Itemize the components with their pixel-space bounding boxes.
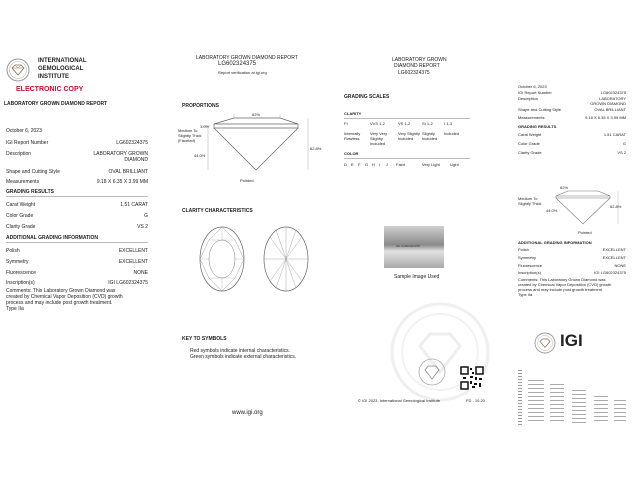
summary-additional-label: Fluorescence: [518, 263, 543, 268]
field-value: LABORATORY GROWN DIAMOND: [93, 151, 148, 163]
additional-value: NONE: [133, 270, 148, 276]
org-name-line2: GEMOLOGICAL: [38, 66, 84, 72]
summary-field-value: 9.18 X 6.35 X 3.99 MM: [585, 115, 626, 120]
summary-field-value: LG602324375: [600, 90, 626, 95]
grading-value: VS 2: [137, 224, 148, 230]
grading-scales-title: GRADING SCALES: [344, 94, 390, 100]
summary-pavilion-percentage: 44.0%: [546, 208, 558, 213]
panel2-title: LABORATORY GROWN DIAMOND REPORT: [196, 55, 298, 61]
field-value: LG602324375: [116, 140, 148, 146]
color-grade: D: [344, 162, 347, 167]
summary-field-row: [518, 107, 626, 112]
girdle-description: Medium To Slightly Thick (Faceted): [178, 128, 202, 143]
clarity-plot-crown: [198, 225, 246, 293]
report-title: LABORATORY GROWN DIAMOND REPORT: [4, 101, 108, 107]
sample-girdle-image: [384, 226, 444, 268]
field-label: Shape and Cutting Style: [6, 169, 60, 175]
summary-depth-percentage: 62.8%: [610, 204, 622, 209]
divider: [6, 242, 148, 243]
proportions-title: PROPORTIONS: [182, 103, 219, 109]
color-desc: Very Light: [422, 162, 440, 167]
color-grade: G: [365, 162, 369, 167]
summary-field-label: Measurements: [518, 115, 545, 120]
electronic-copy-label: ELECTRONIC COPY: [16, 86, 84, 93]
summary-comments-line: Type IIa: [518, 292, 533, 297]
summary-grading-value: G: [622, 141, 626, 146]
summary-table-percentage: 62%: [560, 185, 569, 190]
summary-girdle-description: Medium To Slightly Thick: [518, 196, 542, 206]
report-panel-proportions: [168, 40, 320, 432]
website-link[interactable]: www.igi.org: [232, 410, 263, 416]
seal-icon: [418, 358, 446, 386]
report-panel-summary: [514, 40, 634, 432]
summary-additional-row: [518, 255, 626, 260]
summary-grading-row: [518, 141, 626, 146]
summary-grading-label: Clarity Grade: [518, 150, 542, 155]
key-to-symbols-title: KEY TO SYMBOLS: [182, 336, 227, 342]
culet-label: Pointed: [240, 178, 254, 183]
igi-brand-text: IGI: [560, 331, 583, 350]
summary-grading-row: [518, 132, 626, 137]
report-panel-main: [0, 40, 160, 432]
security-fine-print: [518, 370, 628, 426]
comments-line: created by Chemical Vapor Deposition (CVD) growth: [6, 294, 123, 300]
sample-image-caption: Sample Image Used: [394, 274, 440, 280]
color-grade: I: [379, 162, 381, 167]
summary-additional-label: Inscription(s): [518, 270, 541, 275]
summary-culet-label: Pointed: [578, 230, 592, 235]
grading-label: Carat Weight: [6, 202, 36, 208]
summary-field-row: [518, 90, 626, 95]
additional-label: Symmetry: [6, 259, 29, 265]
summary-additional-row: [518, 270, 626, 275]
summary-field-value: LABORATORY GROWN DIAMOND: [590, 96, 626, 106]
summary-grading-label: Color Grade: [518, 141, 540, 146]
color-desc: Faint: [396, 162, 405, 167]
additional-value: IGI LG602324375: [108, 280, 148, 286]
girdle-percentage: 1.0%: [200, 124, 210, 129]
panel2-report-number: LG602324375: [218, 61, 257, 67]
clarity-grade: VVS 1-2: [370, 121, 385, 126]
additional-label: Inscription(s): [6, 280, 35, 286]
additional-label: Polish: [6, 248, 20, 254]
additional-row: [6, 270, 148, 276]
summary-additional-label: Polish: [518, 247, 529, 252]
pavilion-percentage: 44.0%: [194, 153, 206, 158]
summary-field-value: OVAL BRILLIANT: [594, 107, 626, 112]
additional-grading-title: ADDITIONAL GRADING INFORMATION: [6, 235, 99, 241]
clarity-grade: SI 1-2: [422, 121, 433, 126]
clarity-desc: Included: [444, 131, 460, 136]
verification-note: Report verification at igi.org: [218, 70, 267, 75]
key-line-red: Red symbols indicate internal characteristics.: [190, 348, 291, 354]
summary-grading-label: Carat Weight: [518, 132, 542, 137]
summary-field-row: [518, 96, 626, 106]
org-name-line3: INSTITUTE: [38, 74, 69, 80]
field-value: OVAL BRILLIANT: [108, 169, 148, 175]
clarity-grade: VS 1-2: [398, 121, 411, 126]
summary-additional-value: EXCELLENT: [602, 247, 626, 252]
summary-additional-label: Symmetry: [518, 255, 536, 260]
panel3-report-number: LG602324375: [398, 70, 430, 76]
additional-row: [6, 280, 148, 286]
copyright-notice: © IGI 2023, International Gemological Institute: [358, 398, 441, 403]
clarity-scale-label: CLARITY: [344, 111, 362, 116]
clarity-desc: Very Very Slightly Included: [370, 131, 388, 146]
report-date: October 6, 2023: [6, 128, 42, 134]
form-code: FD - 10.20: [466, 398, 485, 403]
igi-brand-logo-icon: [534, 332, 556, 354]
additional-label: Fluorescence: [6, 270, 37, 276]
color-desc: Light: [450, 162, 459, 167]
color-grade: H: [372, 162, 375, 167]
panel3-title-line1: LABORATORY GROWN: [392, 57, 447, 63]
field-row: [6, 140, 148, 146]
summary-field-label: Shape and Cutting Style: [518, 107, 562, 112]
color-grade: F: [358, 162, 361, 167]
field-row: [6, 169, 148, 175]
additional-value: EXCELLENT: [118, 259, 148, 265]
field-label: IGI Report Number: [6, 140, 49, 146]
summary-additional-title: ADDITIONAL GRADING INFORMATION: [518, 240, 592, 245]
divider: [344, 158, 470, 159]
grading-row: [6, 213, 148, 219]
depth-percentage: 62.8%: [310, 146, 322, 151]
divider: [344, 118, 470, 119]
summary-date: October 6, 2023: [518, 84, 547, 89]
summary-grading-row: [518, 150, 626, 155]
sample-inscription: IGI LG602324375: [396, 244, 420, 248]
field-label: Description: [6, 151, 32, 157]
additional-row: [6, 248, 148, 254]
field-row: [6, 179, 148, 185]
table-percentage: 62%: [252, 112, 261, 117]
grading-value: G: [144, 213, 148, 219]
field-row: [6, 151, 148, 163]
color-scale-label: COLOR: [344, 151, 359, 156]
clarity-desc: Slightly Included: [422, 131, 438, 141]
grading-label: Color Grade: [6, 213, 34, 219]
summary-additional-value: NONE: [614, 263, 626, 268]
additional-row: [6, 259, 148, 265]
field-value: 9.18 X 6.35 X 3.99 MM: [96, 179, 148, 185]
org-name-line1: INTERNATIONAL: [38, 58, 87, 64]
clarity-grade: I 1-3: [444, 121, 453, 126]
summary-comments-line: created by Chemical Vapor Deposition (CVD) growth: [518, 282, 612, 287]
summary-additional-value: EXCELLENT: [602, 255, 626, 260]
summary-grading-value: 1.51 CARAT: [603, 132, 626, 137]
key-line-green: Green symbols indicate external characteristics.: [190, 354, 297, 360]
summary-comments-line: Comments: This Laboratory Grown Diamond was: [518, 277, 606, 282]
grading-row: [6, 202, 148, 208]
grading-row: [6, 224, 148, 230]
clarity-characteristics-title: CLARITY CHARACTERISTICS: [182, 208, 253, 214]
comments-line: Comments: This Laboratory Grown Diamond was: [6, 288, 116, 294]
summary-grading-value: VS 2: [617, 150, 626, 155]
qr-code-icon[interactable]: [460, 366, 484, 390]
divider: [6, 196, 148, 197]
grading-results-title: GRADING RESULTS: [6, 189, 54, 195]
clarity-desc: Internally Flawless: [344, 131, 361, 141]
clarity-grade: FI: [344, 121, 348, 126]
comments-line: Type IIa: [6, 306, 24, 312]
report-panel-scales: [330, 40, 492, 432]
summary-field-label: Description: [518, 96, 539, 101]
summary-grading-title: GRADING RESULTS: [518, 124, 557, 129]
summary-additional-row: [518, 247, 626, 252]
summary-field-row: [518, 115, 626, 120]
panel3-title-line2: DIAMOND REPORT: [394, 63, 440, 69]
additional-value: EXCELLENT: [118, 248, 148, 254]
clarity-plot-pavilion: [262, 225, 310, 293]
grading-value: 1.51 CARAT: [120, 202, 148, 208]
color-grade: J: [386, 162, 388, 167]
summary-additional-row: [518, 263, 626, 268]
comments-line: process and may include post growth treatment.: [6, 300, 113, 306]
field-label: Measurements: [6, 179, 40, 185]
summary-comments-line: process and may include post growth treatment.: [518, 287, 604, 292]
clarity-desc: Very Slightly Included: [398, 131, 421, 141]
summary-field-label: IGI Report Number: [518, 90, 552, 95]
grading-label: Clarity Grade: [6, 224, 36, 230]
color-grade: E: [351, 162, 354, 167]
summary-additional-value: IGI LG602324375: [594, 270, 626, 275]
igi-logo-icon: [6, 58, 30, 82]
